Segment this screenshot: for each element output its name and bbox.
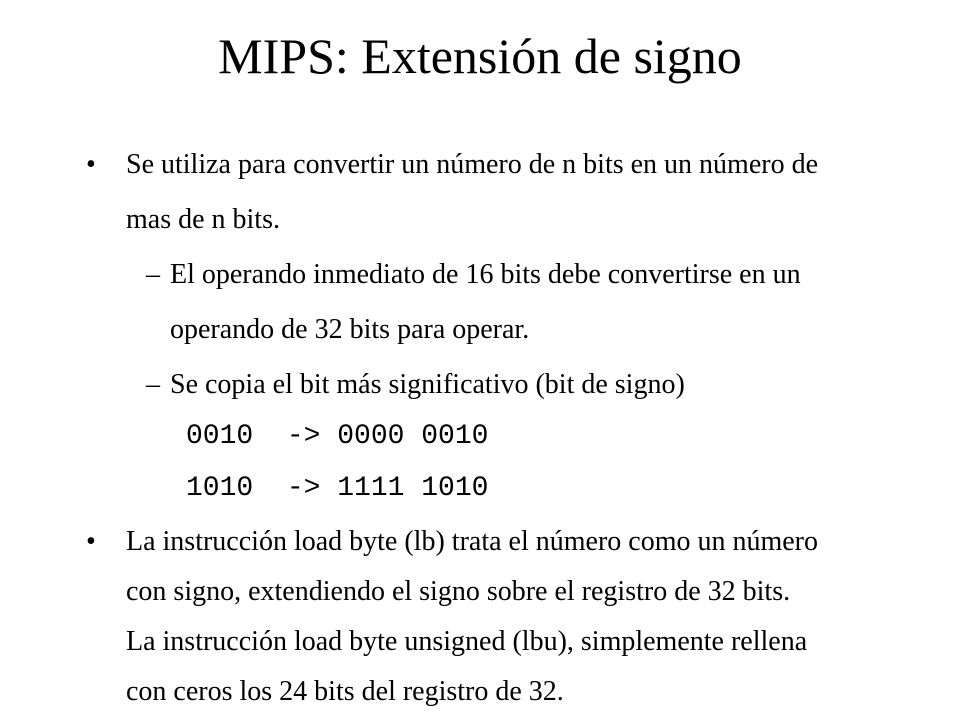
bullet2-line4: con ceros los 24 bits del registro de 32. xyxy=(126,676,564,707)
bullet1-line2: mas de n bits. xyxy=(126,204,280,235)
bullet2-line2: con signo, extendiendo el signo sobre el registro de 32 bits. xyxy=(126,576,791,607)
sub1-line2: operando de 32 bits para operar. xyxy=(170,314,530,345)
example-line-1: 0010 -> 0000 0010 xyxy=(186,421,489,452)
sub2-line1: Se copia el bit más significativo (bit de signo) xyxy=(170,369,685,400)
slide-title: MIPS: Extensión de signo xyxy=(218,28,742,84)
bullet-marker: • xyxy=(86,149,96,180)
dash-marker: – xyxy=(146,369,160,400)
sub1-line1: El operando inmediato de 16 bits debe convertirse en un xyxy=(170,259,801,290)
dash-marker: – xyxy=(146,259,160,290)
bullet2-line3: La instrucción load byte unsigned (lbu), simplemente rellena xyxy=(126,626,808,657)
bullet1-line1: Se utiliza para convertir un número de n bits en un número de xyxy=(126,149,819,180)
bullet2-line1: La instrucción load byte (lb) trata el número como un número xyxy=(126,526,819,557)
bullet-marker: • xyxy=(86,526,96,557)
example-line-2: 1010 -> 1111 1010 xyxy=(186,473,489,504)
